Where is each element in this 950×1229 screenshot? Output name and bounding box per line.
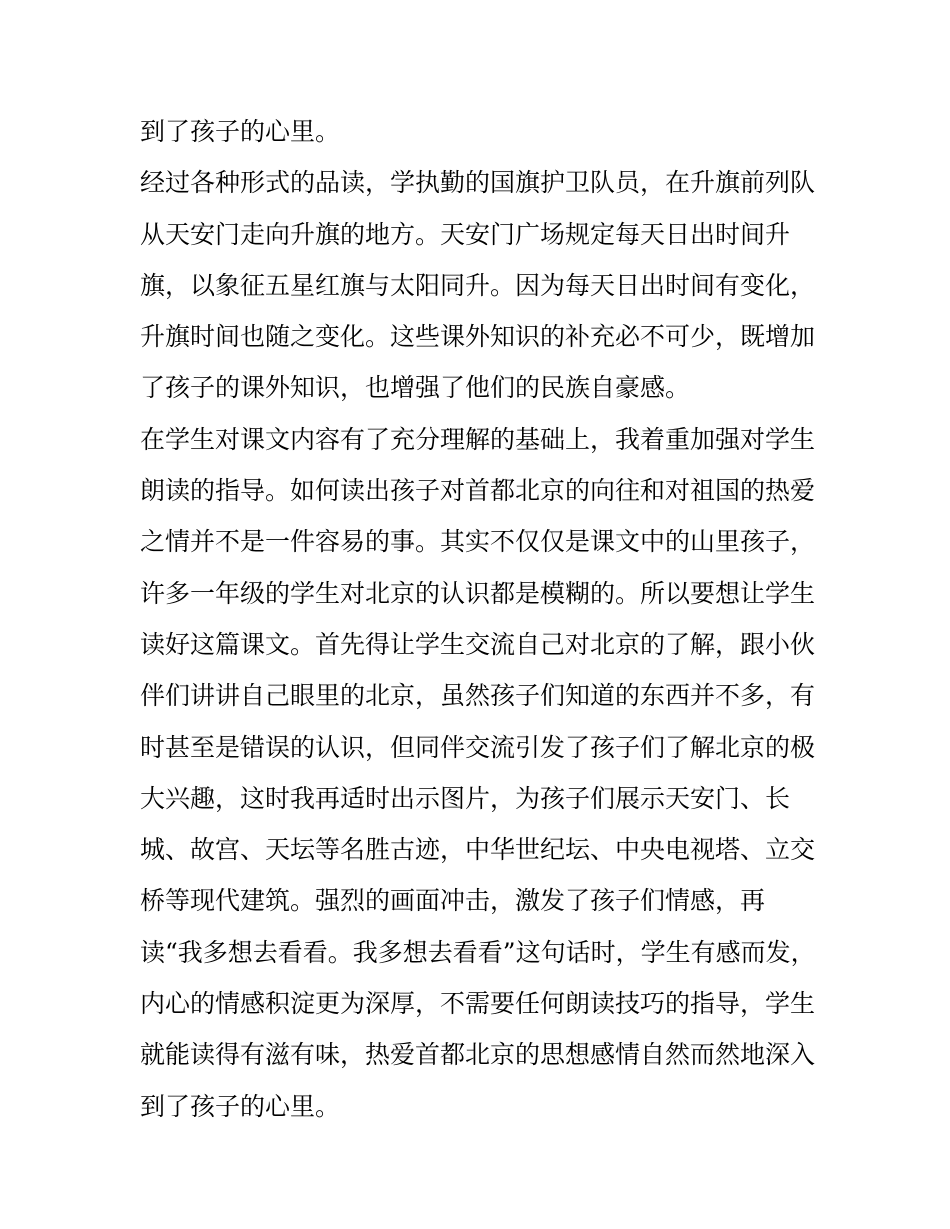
text-line: 从天安门走向升旗的地方。天安门广场规定每天日出时间升 <box>140 219 791 249</box>
text-line: 在学生对课文内容有了充分理解的基础上，我着重加强对学生 <box>140 424 816 454</box>
text-line: 内心的情感积淀更为深厚，不需要任何朗读技巧的指导，学生 <box>140 989 816 1019</box>
body-text <box>140 106 816 1132</box>
text-line: 读“我多想去看看。我多想去看看”这句话时，学生有感而发， <box>140 937 816 967</box>
text-line: 伴们讲讲自己眼里的北京，虽然孩子们知道的东西并不多，有 <box>140 681 816 711</box>
text-line: 升旗时间也随之变化。这些课外知识的补充必不可少，既增加 <box>140 322 816 352</box>
text-line: 城、故宫、天坛等名胜古迹，中华世纪坛、中央电视塔、立交 <box>140 835 816 865</box>
text-line: 经过各种形式的品读，学执勤的国旗护卫队员，在升旗前列队 <box>140 168 816 198</box>
text-line: 朗读的指导。如何读出孩子对首都北京的向往和对祖国的热爱 <box>140 476 816 506</box>
text-line: 旗，以象征五星红旗与太阳同升。因为每天日出时间有变化， <box>140 270 816 300</box>
text-line: 了孩子的课外知识，也增强了他们的民族自豪感。 <box>140 373 691 403</box>
text-line: 许多一年级的学生对北京的认识都是模糊的。所以要想让学生 <box>140 578 816 608</box>
text-line: 大兴趣，这时我再适时出示图片，为孩子们展示天安门、长 <box>140 783 791 813</box>
text-line: 读好这篇课文。首先得让学生交流自己对北京的了解，跟小伙 <box>140 629 816 659</box>
text-line: 时甚至是错误的认识，但同伴交流引发了孩子们了解北京的极 <box>140 732 816 762</box>
text-line: 就能读得有滋有味，热爱首都北京的思想感情自然而然地深入 <box>140 1040 816 1070</box>
text-line: 到了孩子的心里。 <box>140 1091 341 1121</box>
text-line: 桥等现代建筑。强烈的画面冲击，激发了孩子们情感，再 <box>140 886 766 916</box>
text-line: 之情并不是一件容易的事。其实不仅仅是课文中的山里孩子， <box>140 527 816 557</box>
text-line: 到了孩子的心里。 <box>140 117 341 146</box>
